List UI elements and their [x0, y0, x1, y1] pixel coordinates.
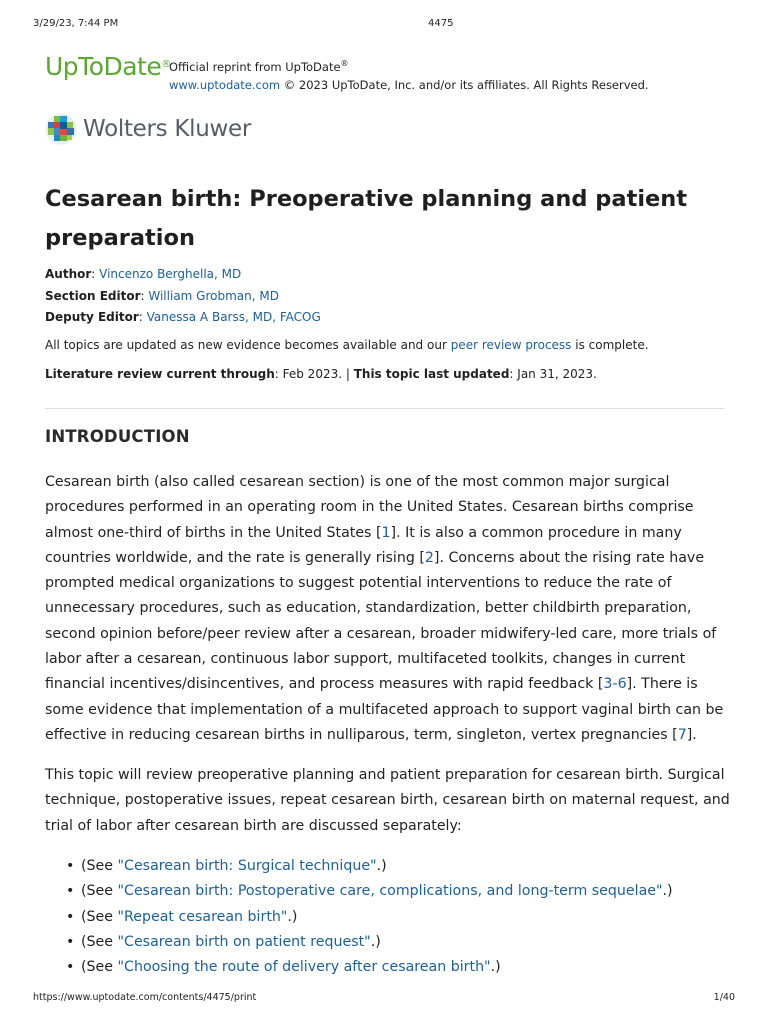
- print-date: 3/29/23, 7:44 PM: [33, 18, 119, 29]
- introduction-heading: INTRODUCTION: [45, 427, 190, 446]
- list-item: • (See "Cesarean birth on patient request".): [66, 930, 673, 955]
- reprint-notice: [169, 55, 649, 94]
- reference-link[interactable]: 1: [381, 524, 391, 541]
- uptodate-logo-text: UpToDate: [45, 52, 162, 81]
- article-credits: [45, 264, 321, 329]
- page-number: 1/40: [713, 992, 735, 1003]
- wolters-kluwer-text: Wolters Kluwer: [83, 116, 252, 142]
- list-item: • (See "Repeat cesarean birth".): [66, 905, 673, 930]
- uptodate-site-link[interactable]: www.uptodate.com: [169, 77, 281, 92]
- see-also-link[interactable]: "Cesarean birth: Postoperative care, complications, and long-term sequelae": [117, 883, 663, 900]
- print-header: [33, 18, 735, 32]
- deputy-editor-line: Deputy Editor: Vanessa A Barss, MD, FACOG: [45, 310, 321, 324]
- print-url: https://www.uptodate.com/contents/4475/print: [33, 992, 257, 1003]
- print-footer: [33, 992, 735, 1006]
- article-title: Cesarean birth: Preoperative planning and patient preparation: [45, 186, 688, 251]
- reprint-registered-mark: ®: [340, 59, 349, 68]
- see-also-link[interactable]: "Cesarean birth: Surgical technique": [117, 858, 377, 874]
- uptodate-logo: [45, 52, 171, 82]
- reprint-text: Official reprint from UpToDate: [169, 59, 341, 74]
- list-item: • (See "Cesarean birth: Postoperative care, complications, and long-term sequelae".): [66, 879, 673, 904]
- wolters-kluwer-logo: [45, 113, 251, 145]
- reference-link[interactable]: 3-6: [603, 676, 627, 693]
- list-item: • (See "Choosing the route of delivery after cesarean birth".): [66, 955, 673, 980]
- see-also-link[interactable]: "Cesarean birth on patient request": [117, 933, 371, 950]
- registered-mark: ®: [161, 59, 171, 70]
- copyright-text: © 2023 UpToDate, Inc. and/or its affiliates. All Rights Reserved.: [280, 77, 649, 92]
- list-item: • (See "Cesarean birth: Surgical technique".): [66, 854, 673, 879]
- peer-review-link[interactable]: peer review process: [450, 338, 572, 352]
- print-page-title: 4475: [428, 18, 454, 29]
- deputy-editor-link[interactable]: Vanessa A Barss, MD, FACOG: [146, 310, 321, 324]
- introduction-paragraph-1: Cesarean birth (also called cesarean section) is one of the most common major surgical procedures performed in an operating room in the United States. Cesarean births comprise almost one-third of births in the United States [1]. It is also a common procedure in many countries worldwide, and the rate is generally rising [2]. Concerns about the rising rate have prompted medical organizations to suggest potential interventions to reduce the rate of unnecessary procedures, such as education, standardization, better childbirth preparation, second opinion before/peer review after a cesarean, broader midwifery-led care, more trials of labor after a cesarean, continuous labor support, multifaceted toolkits, changes in current financial incentives/disincentives, and process measures with rapid feedback [3-6]. There is some evidence that implementation of a multifaceted approach to support vaginal birth can be effective in reducing cesarean births in nulliparous, term, singleton, vertex pregnancies [7].: [45, 474, 724, 743]
- reference-link[interactable]: 2: [424, 549, 434, 566]
- author-line: Author: Vincenzo Berghella, MD: [45, 267, 242, 281]
- wolters-kluwer-mark-icon: [45, 113, 77, 145]
- see-also-link[interactable]: "Repeat cesarean birth": [117, 908, 288, 925]
- section-editor-link[interactable]: William Grobman, MD: [148, 288, 279, 303]
- reference-link[interactable]: 7: [677, 726, 687, 743]
- author-link[interactable]: Vincenzo Berghella, MD: [99, 267, 242, 281]
- update-notice: All topics are updated as new evidence becomes available and our peer review process is complete.: [45, 338, 649, 352]
- see-also-list: [66, 854, 673, 980]
- introduction-paragraph-2: This topic will review preoperative planning and patient preparation for cesarean birth. Surgical technique, postoperative issues, repeat cesarean birth, cesarean birth on maternal request, and trial of labor after cesarean birth are discussed separately:: [45, 767, 730, 834]
- section-divider: [45, 408, 724, 409]
- section-editor-line: Section Editor: William Grobman, MD: [45, 288, 279, 303]
- literature-review-line: Literature review current through: Feb 2023. | This topic last updated: Jan 31, 2023.: [45, 367, 597, 381]
- see-also-link[interactable]: "Choosing the route of delivery after cesarean birth": [117, 959, 491, 976]
